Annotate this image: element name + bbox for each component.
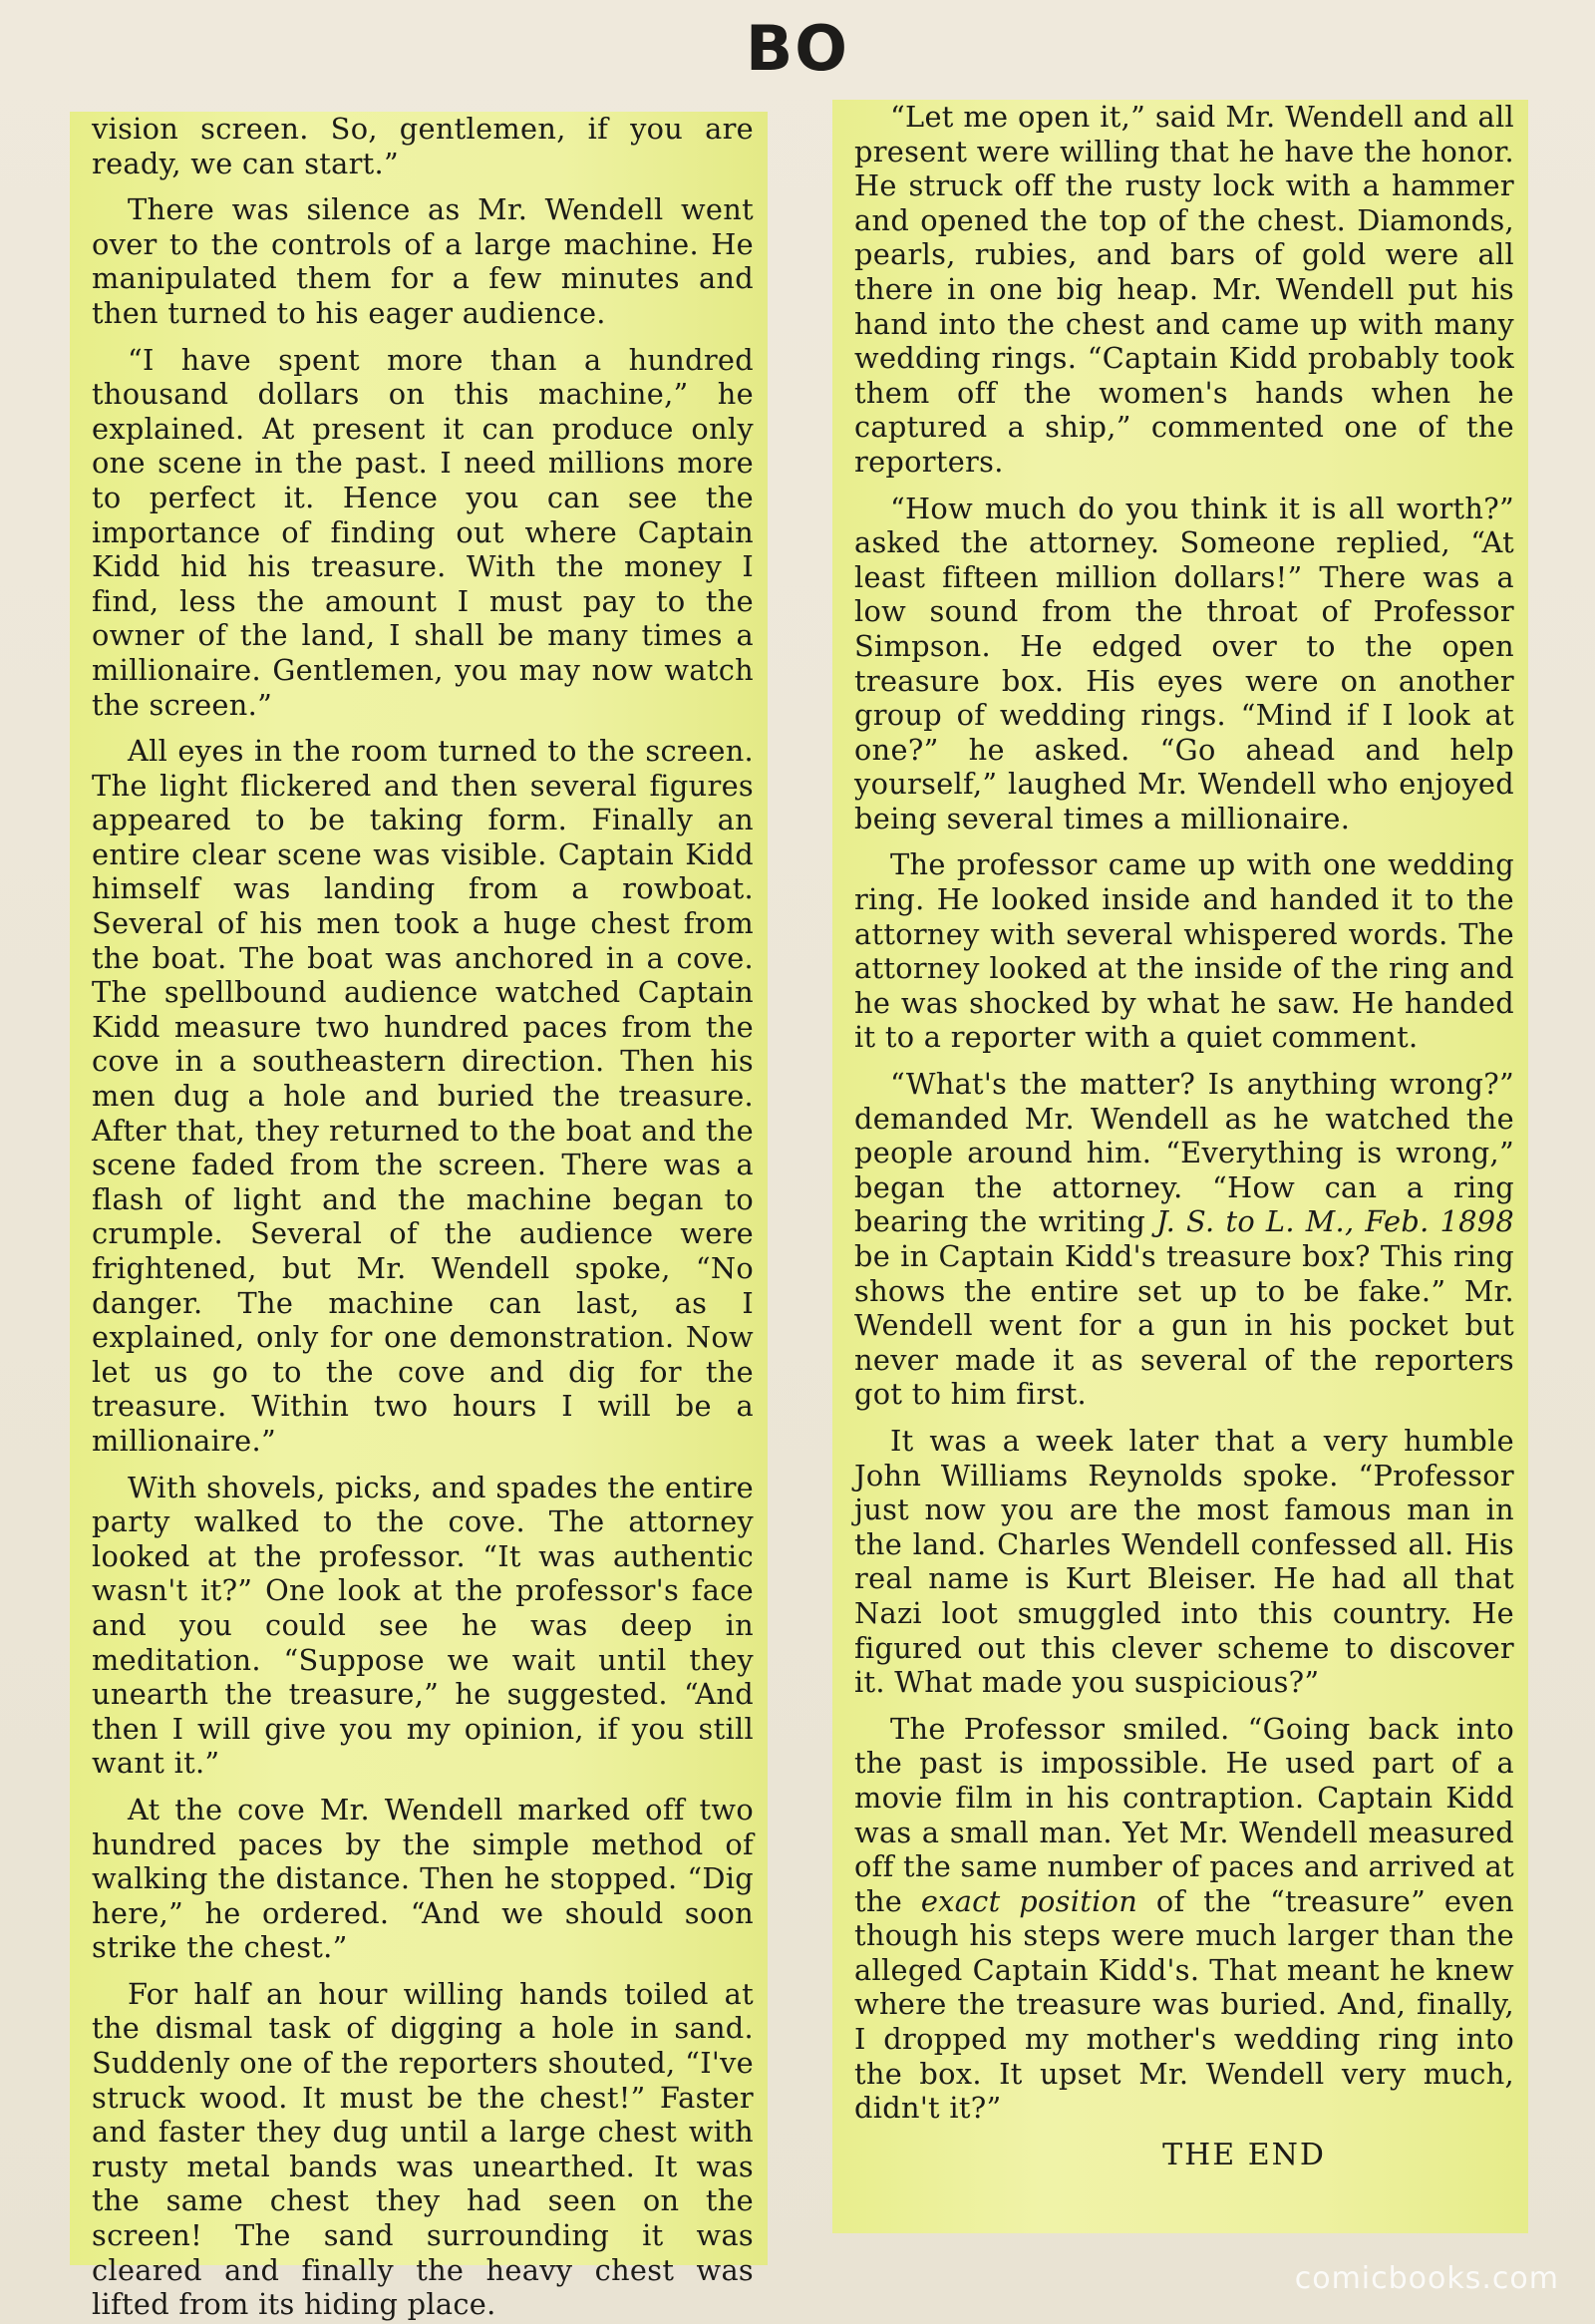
paragraph xyxy=(854,1712,1514,2126)
paragraph: All eyes in the room turned to the screen. The light flickered and then several figures appeared to be taking form. Finally an entire clear scene was visible. Captain Kidd himself was landing from a rowboat. Several of his men took a huge chest from the boat. The boat was anchored in a cove. The spellbound audience watched Captain Kidd measure two hundred paces from the cove in a southeastern direction. Then his men dug a hole and buried the treasure. After that, they returned to the boat and the scene faded from the screen. There was a flash of light and the machine began to crumple. Several of the audience were frightened, but Mr. Wendell spoke, “No danger. The machine can last, as I explained, only for one demonstration. Now let us go to the cove and dig for the treasure. Within two hours I will be a millionaire.” xyxy=(92,734,754,1458)
paragraph xyxy=(854,1067,1514,1412)
paragraph: “Let me open it,” said Mr. Wendell and all present were willing that he have the honor. He struck off the rusty lock with a hammer and opened the top of the chest. Diamonds, pearls, rubies, and bars of gold were all there in one big heap. Mr. Wendell put his hand into the chest and came up with many wedding rings. “Captain Kidd probably took them off the women's hands when he captured a ship,” commented one of the reporters. xyxy=(854,100,1514,479)
paragraph-text: The Professor smiled. “Going back into the past is impossible. He used part of a movie film in his contraption. Captain Kidd was a small man. Yet Mr. Wendell measured off the same number of paces and arrived at the xyxy=(854,1711,1514,1918)
paragraph-text: “What's the matter? Is anything wrong?” demanded Mr. Wendell as he watched the people around him. “Everything is wrong,” began the attorney. “How can a ring bearing the writing xyxy=(854,1067,1514,1239)
watermark-text: comicbooks.com xyxy=(1294,2261,1559,2296)
paragraph: vision screen. So, gentlemen, if you are ready, we can start.” xyxy=(92,112,754,180)
right-text-column xyxy=(832,100,1528,2233)
ring-inscription: J. S. to L. M., Feb. 1898 xyxy=(1156,1204,1514,1239)
emphasis-text: exact position xyxy=(920,1883,1138,1918)
paragraph: With shovels, picks, and spades the entire party walked to the cove. The attorney looked at the professor. “It was authentic wasn't it?” One look at the professor's face and you could see he was deep in meditation. “Suppose we wait until they unearth the treasure,” he suggested. “And then I will give you my opinion, if you still want it.” xyxy=(92,1470,754,1781)
paragraph-text: be in Captain Kidd's treasure box? This ring shows the entire set up to be fake.” Mr. Wendell went for a gun in his pocket but never made it as several of the reporters got to him first. xyxy=(854,1239,1514,1412)
paragraph: There was silence as Mr. Wendell went over to the controls of a large machine. He manipulated them for a few minutes and then turned to his eager audience. xyxy=(92,192,754,330)
left-text-column xyxy=(70,112,768,2322)
paragraph: The professor came up with one wedding ring. He looked inside and handed it to the attorney with several whispered words. The attorney looked at the inside of the ring and he was shocked by what he saw. He handed it to a reporter with a quiet comment. xyxy=(854,847,1514,1055)
paragraph: “I have spent more than a hundred thousand dollars on this machine,” he explained. At present it can produce only one scene in the past. I need millions more to perfect it. Hence you can see the importance of finding out where Captain Kidd hid his treasure. With the money I find, less the amount I must pay to the owner of the land, I shall be many times a millionaire. Gentlemen, you may now watch the screen.” xyxy=(92,342,754,722)
paragraph: “How much do you think it is all worth?” asked the attorney. Someone replied, “At least fifteen million dollars!” There was a low sound from the throat of Professor Simpson. He edged over to the open treasure box. His eyes were on another group of wedding rings. “Mind if I look at one?” he asked. “Go ahead and help yourself,” laughed Mr. Wendell who enjoyed being several times a millionaire. xyxy=(854,491,1514,835)
paragraph-text: of the “treasure” even though his steps were much larger than the alleged Captain Kidd's. That meant he knew where the treasure was buried. And, finally, I dropped my mother's wedding ring into the box. It upset Mr. Wendell very much, didn't it?” xyxy=(854,1883,1515,2126)
the-end-label: THE END xyxy=(1162,2137,1326,2172)
paragraph: It was a week later that a very humble John Williams Reynolds spoke. “Professor just now you are the most famous man in the land. Charles Wendell confessed all. His real name is Kurt Bleiser. He had all that Nazi loot smuggled into this country. He figured out this clever scheme to discover it. What made you suspicious?” xyxy=(854,1423,1514,1700)
paragraph: At the cove Mr. Wendell marked off two hundred paces by the simple method of walking the distance. Then he stopped. “Dig here,” he ordered. “And we should soon strike the chest.” xyxy=(92,1792,754,1965)
page-header-logo: BO xyxy=(746,12,849,85)
paragraph: For half an hour willing hands toiled at the dismal task of digging a hole in sand. Suddenly one of the reporters shouted, “I've struck wood. It must be the chest!” Faster and faster they dug until a large chest with rusty metal bands was unearthed. It was the same chest they had seen on the screen! The sand surrounding it was cleared and finally the heavy chest was lifted from its hiding place. xyxy=(92,1976,754,2322)
